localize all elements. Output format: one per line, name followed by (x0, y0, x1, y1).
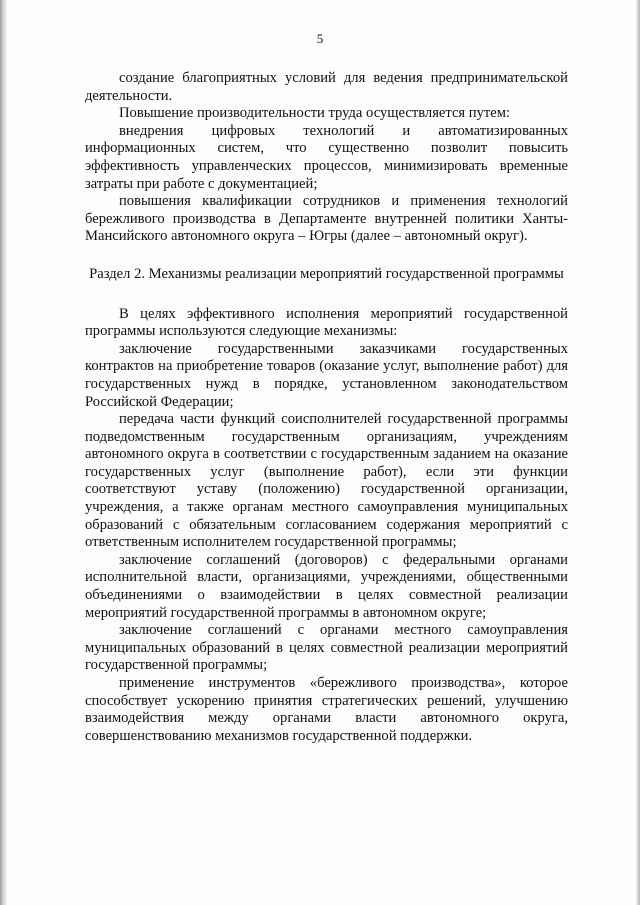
paragraph-qualification-lean: повышения квалификации сотрудников и применения технологий бережливого производства в Департаменте внутренней политики Ханты-Мансийского автономного округа – Югры (далее – автономный округ). (85, 193, 568, 245)
paragraph-entrepreneurship-continuation: создание благоприятных условий для ведения предпринимательской деятельности. (85, 70, 568, 104)
paragraph-function-transfer: передача части функций соисполнителей государственной программы подведомственным государственным организациям, учреждениям автономного округа в соответствии с государственным заданием на оказание государственных услуг (выполнение работ), если эти функции соответствуют уставу (положению) государственной организации, учреждения, а также органам местного самоуправления муниципальных образований с обязательным согласованием содержания мероприятий с ответственным исполнителем государственной программы; (85, 411, 568, 551)
paragraph-digital-technologies: внедрения цифровых технологий и автоматизированных информационных систем, что существенно позволит повысить эффективность управленческих процессов, минимизировать временные затраты при работе с документацией; (85, 122, 568, 192)
paragraph-local-agreements: заключение соглашений с органами местного самоуправления муниципальных образований в целях совместной реализации мероприятий государственной программы; (85, 622, 568, 674)
paragraph-productivity-intro: Повышение производительности труда осуществляется путем: (119, 105, 511, 122)
paragraph-lean-tools: применение инструментов «бережливого производства», которое способствует ускорению принятия стратегических решений, улучшению взаимодействия между органами власти автономного округа, совершенствованию механизмов государственной поддержки. (85, 675, 568, 744)
scan-right-edge (636, 0, 640, 905)
document-body (85, 70, 568, 745)
section-title: Раздел 2. Механизмы реализации мероприятий государственной программы (89, 265, 564, 282)
paragraph-mechanisms-intro: В целях эффективного исполнения мероприятий государственной программы используются следующие механизмы: (85, 305, 568, 340)
paragraph-federal-agreements: заключение соглашений (договоров) с федеральными органами исполнительной власти, организациями, учреждениями, общественными объединениями о взаимодействии в целях совместной реализации мероприятий государственной программы в автономном округе; (85, 551, 568, 621)
paragraph-state-contracts: заключение государственными заказчиками государственных контрактов на приобретение товаров (оказание услуг, выполнение работ) для государственных нужд в порядке, установленном законодательством Российской Федерации; (85, 340, 568, 410)
page-number: 5 (316, 31, 324, 46)
scan-left-edge (0, 0, 7, 905)
